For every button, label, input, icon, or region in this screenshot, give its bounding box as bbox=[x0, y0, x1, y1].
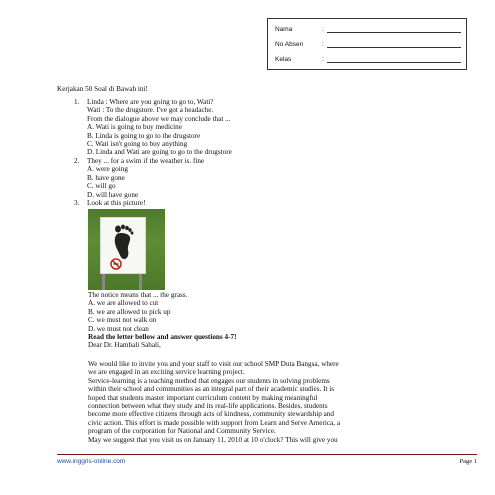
answer-option: D. will have gone bbox=[87, 190, 139, 199]
instruction-text: Kerjakan 50 Soal di Bawah ini! bbox=[57, 85, 148, 93]
sign-board bbox=[100, 217, 146, 274]
answer-option: C. we must not walk on bbox=[88, 316, 157, 325]
footprint-icon bbox=[101, 218, 145, 273]
passage-line: Service-learning is a teaching method that engages our students in solving problems bbox=[88, 376, 330, 385]
answer-option: C. will go bbox=[87, 182, 116, 191]
question-3-options bbox=[88, 291, 236, 350]
passage-line: program of the corporation for National and Community Service. bbox=[88, 427, 276, 436]
letter-instruction: Read the letter bellow and answer questions 4-7! bbox=[88, 333, 237, 342]
no-absen-colon: : bbox=[322, 41, 324, 48]
no-absen-row bbox=[275, 40, 461, 50]
footer-link[interactable]: www.inggris-online.com bbox=[57, 458, 126, 465]
letter-salutation: Dear Dr. Hambali Sahali, bbox=[88, 341, 161, 350]
passage-line: connection between what they study and its real-life applications. Besides, students bbox=[88, 402, 328, 411]
question-line: Linda : Where are you going to go to, Wati? bbox=[87, 98, 214, 106]
question-line: Look at this picture! bbox=[87, 199, 146, 207]
passage-line: civic action. This effort is made possible with support from Learn and Serve America, a bbox=[88, 418, 341, 427]
nama-field[interactable] bbox=[327, 32, 461, 33]
answer-option: D. Linda and Wati are going to go to the drugstore bbox=[87, 148, 232, 157]
question-line: From the dialogue above we may conclude that ... bbox=[87, 114, 231, 123]
answer-option: B. have gone bbox=[87, 173, 125, 182]
answer-option: A. Wati is going to buy medicine bbox=[87, 123, 182, 132]
question-number: 2. bbox=[74, 157, 80, 165]
question-line: The notice means that ... the grass. bbox=[88, 291, 188, 299]
no-walking-sign-photo bbox=[88, 209, 165, 290]
passage-line: We would like to invite you and your staff to visit our school SMP Duta Bangsa, where bbox=[88, 360, 339, 368]
passage-line: hoped that students master important curriculum content by making meaningful bbox=[88, 393, 318, 402]
page-number: Page 1 bbox=[459, 458, 477, 465]
nama-label: Nama bbox=[275, 26, 293, 33]
kelas-label: Kelas bbox=[275, 56, 292, 63]
answer-option: A. we are allowed to cut bbox=[88, 299, 159, 308]
nama-row bbox=[275, 25, 461, 35]
kelas-row bbox=[275, 55, 461, 65]
question-number: 3. bbox=[74, 199, 80, 207]
student-id-box bbox=[267, 18, 467, 70]
letter-passage bbox=[88, 360, 468, 444]
answer-option: C. Wati isn't going to buy anything bbox=[87, 140, 188, 149]
question-number: 1. bbox=[74, 98, 80, 106]
passage-line: become more effective citizens through acts of kindness, community stewardship and bbox=[88, 410, 334, 419]
no-absen-field[interactable] bbox=[327, 47, 461, 48]
kelas-field[interactable] bbox=[327, 62, 461, 63]
question-line: Wati : To the drugstore. I've got a headache. bbox=[87, 106, 214, 115]
question-line: They ... for a swim if the weather is. fine bbox=[87, 157, 205, 165]
answer-option: B. Linda is going to go to the drugstore bbox=[87, 131, 201, 140]
passage-line: within their school and communities as an integral part of their academic studies. It is bbox=[88, 385, 335, 394]
answer-option: A. were going bbox=[87, 165, 128, 174]
page-footer bbox=[57, 454, 477, 469]
kelas-colon: : bbox=[322, 56, 324, 63]
passage-line: May we suggest that you visit us on January 11, 2010 at 10 o'clock? This will give you bbox=[88, 435, 338, 444]
answer-option: B. we are allowed to pick up bbox=[88, 307, 171, 316]
passage-line: we are engaged in an exciting service learning project. bbox=[88, 368, 245, 377]
nama-colon: : bbox=[322, 26, 324, 33]
no-absen-label: No Absen bbox=[275, 41, 304, 48]
answer-option: D. we must not clean bbox=[88, 324, 149, 333]
